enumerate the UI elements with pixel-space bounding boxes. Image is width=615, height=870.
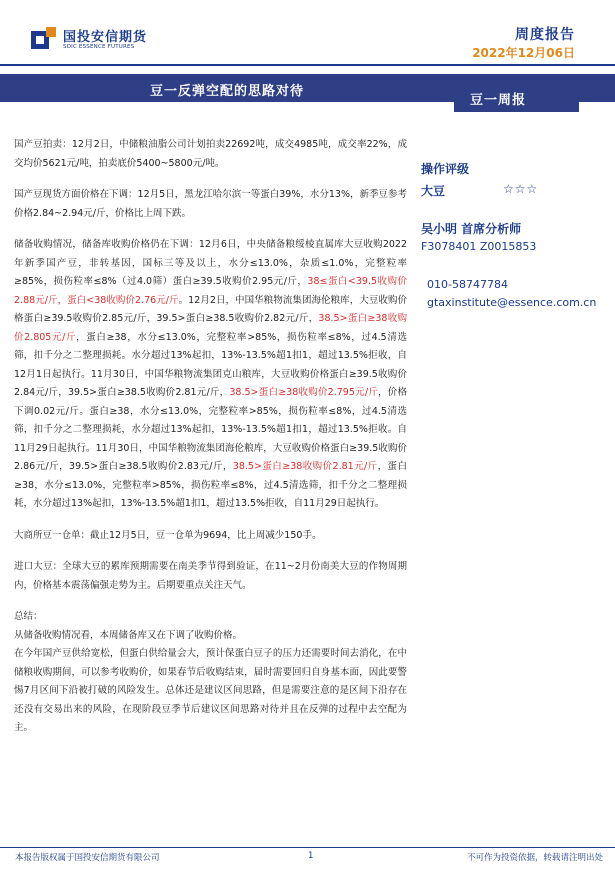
report-header (0, 0, 615, 68)
footer-copyright: 本报告版权属于国投安信期货有限公司 (15, 853, 160, 863)
purchase-text: ，蛋白≥38，水分≤13.0%，完整粒率>85%，损伤粒率≤8%，过4.5清选筛，扣千分之二整理损耗。水分超过13%起扣，13%-13.5%超1扣1，超过13.5%拒收，自12月1日起执行。11月30日，中国华粮物流集团克山粮库，大豆收购价格蛋白≥39.5收购价2.84元/斤，39.5>蛋白≥38.5收购价2.81元/斤， (14, 331, 407, 398)
report-body (14, 136, 407, 738)
report-tag (454, 82, 579, 112)
company-logo (30, 24, 210, 56)
header-divider (0, 64, 615, 66)
analyst-phone: 010-58747784 (427, 278, 508, 291)
summary-title: 总结： (14, 611, 43, 622)
report-type: 周度报告 (515, 27, 575, 43)
paragraph-warehouse-receipt: 大商所豆一仓单：截止12月5日，豆一仓单为9694，比上周减少150手。 (14, 529, 322, 541)
logo-english-name: SDIC ESSENCE FUTURES (63, 44, 135, 50)
purchase-text: ，价格下调0.02元/斤。蛋白≥38，水分≤13.0%，完整粒率>85%，损伤粒率≤8%，过4.5清选筛，扣千分之二整理损耗，水分超过13%起扣，13%-13.5%超1扣1，超过13.5%拒收。自11月29日起执行。11月30日，中国华粮物流集团海伦粮库，大豆收购价格蛋白≥39.5收购价2.86元/斤，39.5>蛋白≥38.5收购价2.83元/斤， (14, 387, 407, 472)
rating-label: 操作评级 (421, 162, 470, 176)
analyst-name: 吴小明 首席分析师 (421, 222, 522, 236)
paragraph-spot-price: 国产豆现货方面价格在下调：12月5日，黑龙江哈尔滨一等蛋白39%，水分13%，新季豆参考价格2.84~2.94元/斤，价格比上周下跌。 (14, 189, 407, 219)
summary-line-1: 从储备收购情况看，本周储备库又在下调了收购价格。 (14, 629, 243, 641)
purchase-text: 。12月2日，中国华粮物流集团海伦粮库，大豆收购价格蛋白≥39.5收购价2.85元/斤，39.5>蛋白≥38.5收购价2.82元/斤， (14, 294, 407, 324)
page-number: 1 (308, 851, 314, 861)
report-tag-label: 豆一周报 (470, 93, 527, 108)
purchase-highlight: 38.5>蛋白≥38收购价2.81元/斤 (232, 461, 378, 472)
purchase-text: ，蛋白≥38，水分≤13.0%，完整粒率>85%，损伤粒率≤8%，过4.5清选筛，扣千分之二整理损耗，水分超过13%起扣，13%-13.5%超1扣1，超过13.5%拒收，自11月29日起执行。 (14, 461, 407, 509)
purchase-text: 储备收购情况，储备库收购价格仍在下调：12月6日，中央储备粮绥棱直属库大豆收购2022年新季国产豆，非转基因，国标三等及以上，水分≤13.0%，杂质≤1.0%，完整粒率≥85%，损伤粒率≤8%（过4.0筛）蛋白≥39.5收购价2.95元/斤， (14, 239, 407, 287)
paragraph-reserve-purchase (14, 236, 407, 514)
report-title: 豆一反弹空配的思路对待 (150, 84, 305, 99)
logo-chinese-name: 国投安信期货 (63, 30, 148, 45)
paragraph-auction: 国产豆拍卖：12月2日，中储粮油脂公司计划拍卖22692吨，成交4985吨，成交率22%，成交均价5621元/吨，拍卖底价5400~5800元/吨。 (14, 139, 407, 169)
purchase-highlight: 38.5>蛋白≥38收购价2.795元/斤 (229, 387, 379, 398)
paragraph-imported-soybean: 进口大豆：全球大豆的累库预期需要在南美季节得到验证，在11~2月份南美大豆的作物周期内，价格基本震荡偏强走势为主。后期要重点关注天气。 (14, 561, 407, 591)
purchase-highlight: 38.5>蛋白≥38收购价2.805元/斤 (14, 313, 407, 343)
footer-divider (0, 847, 615, 848)
rating-stars: ☆☆☆ (503, 182, 539, 196)
company-logo-icon (30, 26, 58, 52)
purchase-highlight: 38≤蛋白<39.5收购价2.88元/斤，蛋白<38收购价2.76元/斤 (14, 276, 407, 306)
summary-line-2: 在今年国产豆供给宽松，但蛋白供给量会大，预计保蛋白豆子的压力还需要时间去消化，在中储粮收购期间，可以参考收购价，如果春节后收购结束，届时需要回归自身基本面，因此要警惕7月区间下沿被打破的风险发生。总体还是建议区间思路，但是需要注意的是区间下沿存在还没有交易出来的风险，在现阶段豆季节后建议区间思路对待并且在反弹的过程中去空配为主。 (14, 648, 407, 733)
report-date: 2022年12月06日 (472, 46, 575, 60)
footer-disclaimer: 不可作为投资依据，转载请注明出处 (466, 853, 603, 863)
analyst-certificate: F3078401 Z0015853 (421, 240, 537, 253)
rating-product: 大豆 (421, 184, 446, 198)
analyst-email: gtaxinstitute@essence.com.cn (427, 296, 597, 309)
